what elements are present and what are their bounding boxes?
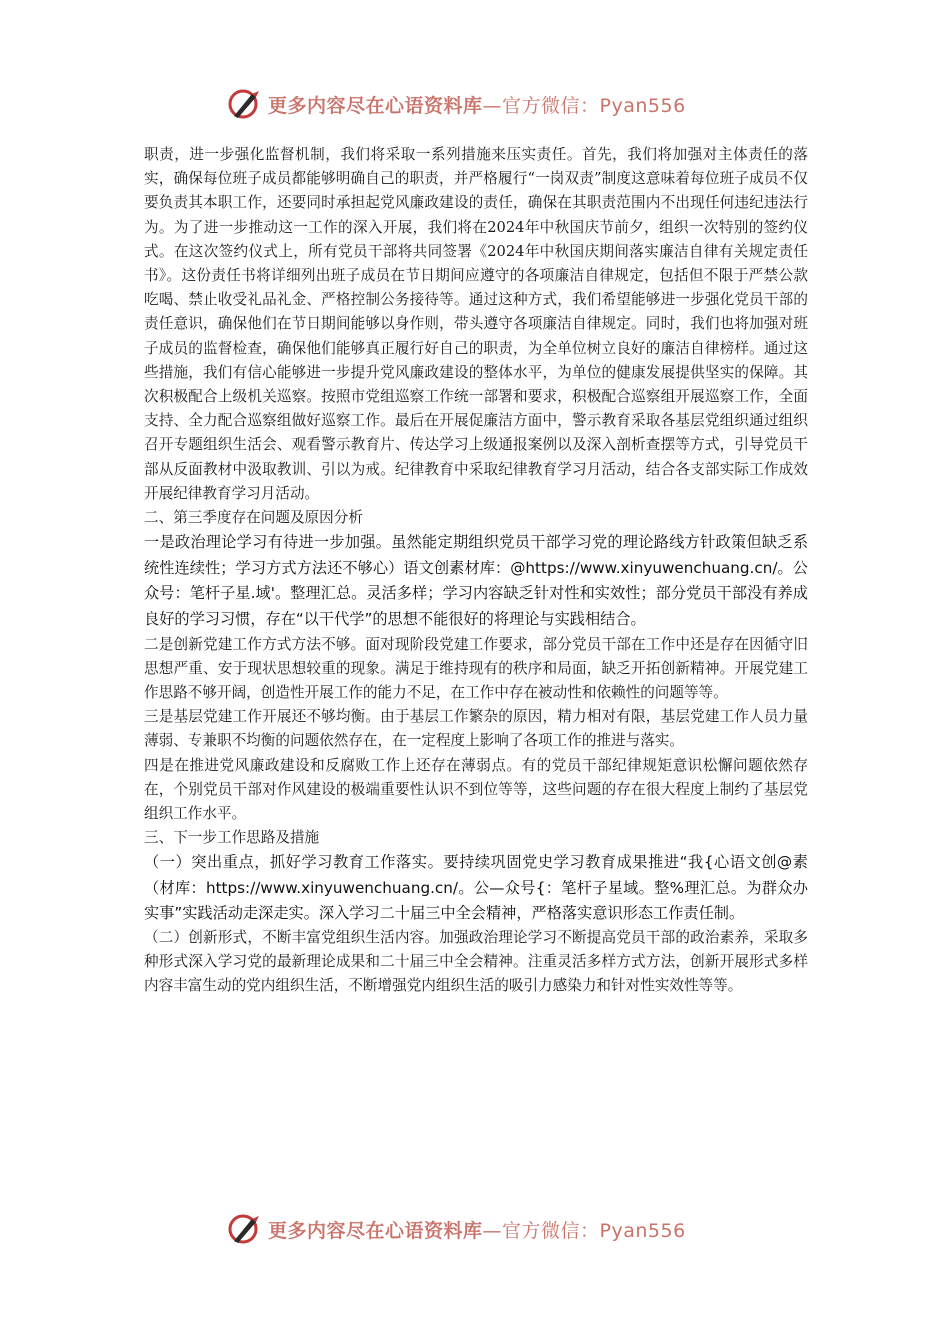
paragraph-measure-1: （一）突出重点，抓好学习教育工作落实。要持续巩固党史学习教育成果推进“我{心语文创@素（材库：https://www.xinyuwenchuang.cn/。公—众号{：笔杆子星域。整%理汇总。为群众办实事”实践活动走深走实。深入学习二十届三中全会精神，严格落实意识形态工作责任制。 — [144, 853, 808, 922]
paragraph-problem-3: 三是基层党建工作开展还不够均衡。由于基层工作繁杂的原因，精力相对有限，基层党建工作人员力量薄弱、专兼职不均衡的问题依然存在，在一定程度上影响了各项工作的推进与落实。 — [144, 708, 808, 750]
document-body — [144, 143, 808, 999]
pen-nib-circle-logo-icon — [226, 86, 262, 122]
paragraph-responsibility: 职责，进一步强化监督机制，我们将采取一系列措施来压实责任。首先，我们将加强对主体责任的落实，确保每位班子成员都能够明确自己的职责，并严格履行“一岗双责”制度这意味着每位班子成员不仅要负责其本职工作，还要同时承担起党风廉政建设的责任，确保在其职责范围内不出现任何违纪违法行为。为了进一步推动这一工作的深入开展，我们将在2024年中秋国庆节前夕，组织一次特别的签约仪式。在这次签约仪式上，所有党员干部将共同签署《2024年中秋国庆期间落实廉洁自律有关规定责任书》。这份责任书将详细列出班子成员在节日期间应遵守的各项廉洁自律规定，包括但不限于严禁公款吃喝、禁止收受礼品礼金、严格控制公务接待等。通过这种方式，我们希望能够进一步强化党员干部的责任意识，确保他们在节日期间能够以身作则，带头遵守各项廉洁自律规定。同时，我们也将加强对班子成员的监督检查，确保他们能够真正履行好自己的职责，为全单位树立良好的廉洁自律榜样。通过这些措施，我们有信心能够进一步提升党风廉政建设的整体水平，为单位的健康发展提供坚实的保障。其次积极配合上级机关巡察。按照市党组巡察工作统一部署和要求，积极配合巡察组开展巡察工作，全面支持、全力配合巡察组做好巡察工作。最后在开展促廉洁方面中，警示教育采取各基层党组织通过组织召开专题组织生活会、观看警示教育片、传达学习上级通报案例以及深入剖析查摆等方式，引导党员干部从反面教材中汲取教训、引以为戒。纪律教育中采取纪律教育学习月活动，结合各支部实际工作成效开展纪律教育学习月活动。 — [144, 146, 808, 502]
paragraph-problem-2: 二是创新党建工作方式方法不够。面对现阶段党建工作要求，部分党员干部在工作中还是存在因循守旧思想严重、安于现状思想较重的现象。满足于维持现有的秩序和局面，缺乏开拓创新精神。开展党建工作思路不够开阔，创造性开展工作的能力不足，在工作中存在被动性和依赖性的问题等等。 — [144, 635, 808, 702]
paragraph-measure-2: （二）创新形式，不断丰富党组织生活内容。加强政治理论学习不断提高党员干部的政治素养，采取多种形式深入学习党的最新理论成果和二十届三中全会精神。注重灵活多样方式方法，创新开展形式多样内容丰富生动的党内组织生活，不断增强党内组织生活的吸引力感染力和针对性实效性等等。 — [144, 929, 808, 995]
pen-nib-circle-logo-icon — [226, 1211, 262, 1247]
header-banner — [226, 82, 726, 126]
banner-text: 更多内容尽在心语资料库—官方微信：Pyan556 — [268, 94, 686, 117]
paragraph-problem-1: 一是政治理论学习有待进一步加强。虽然能定期组织党员干部学习党的理论路线方针政策但缺乏系统性连续性；学习方式方法还不够心）语文创素材库：@https://www.xinyuwenchuang.cn/。公众号：笔杆子星.域'。整理汇总。灵活多样；学习内容缺乏针对性和实效性；部分党员干部没有养成良好的学习习惯，存在“以干代学”的思想不能很好的将理论与实践相结合。 — [144, 533, 808, 629]
paragraph-problem-4: 四是在推进党风廉政建设和反腐败工作上还存在薄弱点。有的党员干部纪律规矩意识松懈问题依然存在，个别党员干部对作风建设的极端重要性认识不到位等等，这些问题的存在很大程度上制约了基层党组织工作水平。 — [144, 756, 808, 823]
section-heading-problems: 二、第三季度存在问题及原因分析 — [144, 509, 363, 527]
section-heading-next-steps: 三、下一步工作思路及措施 — [144, 829, 320, 847]
footer-banner — [226, 1207, 726, 1251]
banner-text: 更多内容尽在心语资料库—官方微信：Pyan556 — [268, 1219, 686, 1242]
